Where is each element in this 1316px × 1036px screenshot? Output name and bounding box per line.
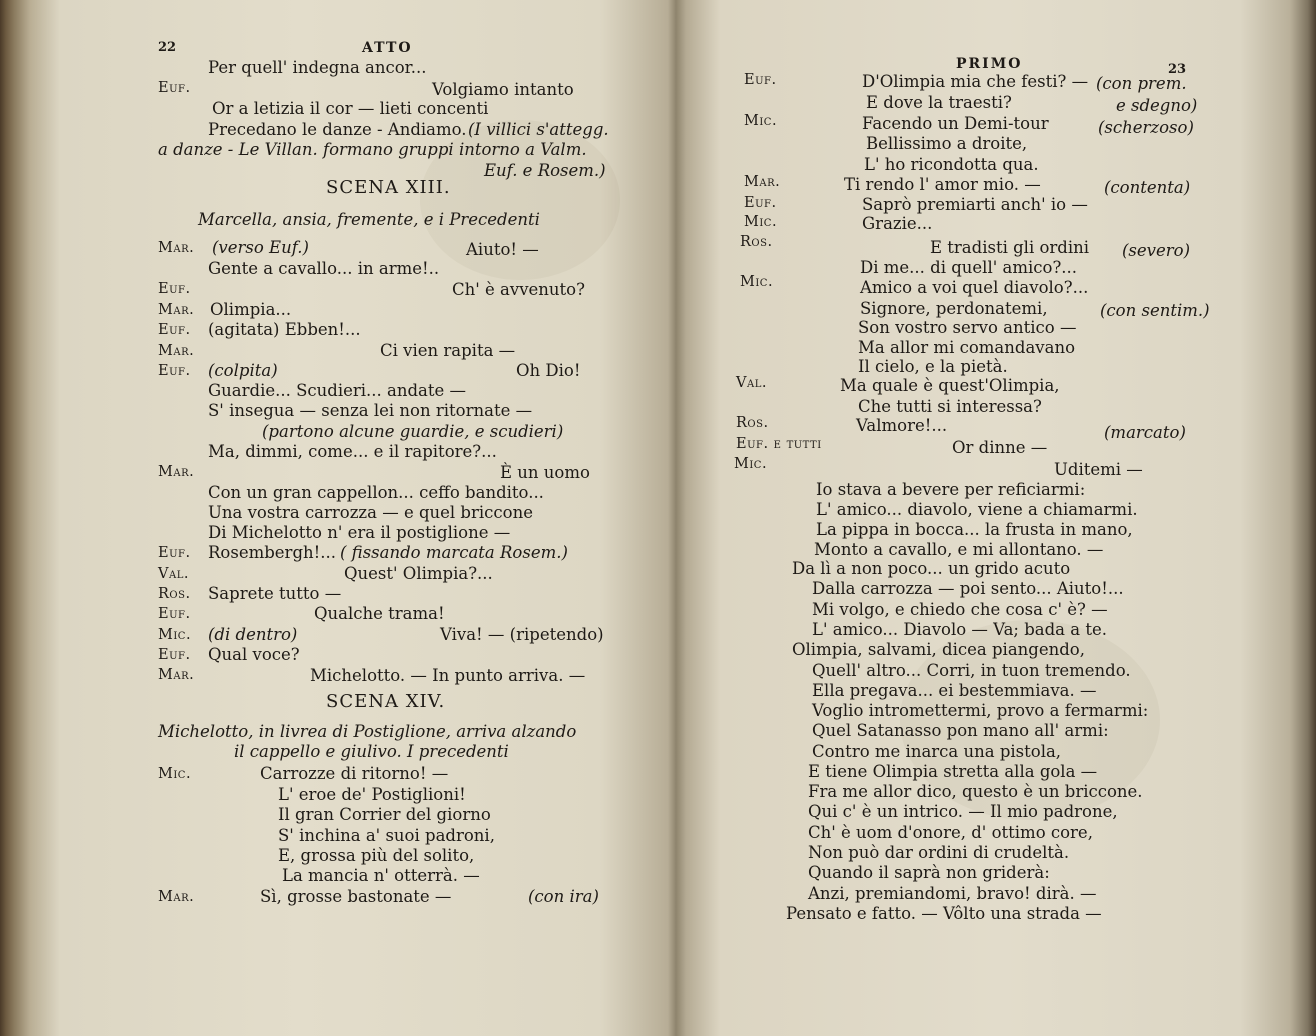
speaker: Euf. e tutti (736, 436, 822, 452)
stage-direction: a danze - Le Villan. formano gruppi intorno a Valm. (158, 140, 587, 159)
text-line: Anzi, premiandomi, bravo! dirà. — (808, 884, 1097, 903)
speaker: Val. (158, 566, 189, 582)
stage-direction: (di dentro) (208, 625, 298, 644)
text-line: D'Olimpia mia che festi? — (862, 72, 1089, 91)
text-line: E tradisti gli ordini (930, 238, 1090, 257)
character-list: il cappello e giulivo. I precedenti (234, 742, 509, 761)
text-line: Dalla carrozza — poi sento... Aiuto!... (812, 579, 1124, 598)
speaker: Mic. (744, 113, 778, 129)
speaker: Euf. (158, 606, 191, 622)
stage-direction: (colpita) (208, 361, 278, 380)
speaker: Mic. (744, 214, 778, 230)
text-line: (agitata) Ebben!... (208, 320, 361, 339)
text-line: Amico a voi quel diavolo?... (860, 278, 1089, 297)
speaker: Euf. (744, 195, 777, 211)
speaker: Mar. (158, 889, 195, 905)
text-line: Facendo un Demi-tour (862, 114, 1049, 133)
text-line: Fra me allor dico, questo è un briccone. (808, 782, 1143, 801)
text-line: Ella pregava... ei bestemmiava. — (812, 681, 1097, 700)
text-line: Precedano le danze - Andiamo. (208, 120, 467, 139)
speaker: Euf. (158, 363, 191, 379)
stage-direction: (severo) (1122, 241, 1191, 260)
text-line: Il gran Corrier del giorno (278, 805, 491, 824)
speaker: Mar. (158, 343, 195, 359)
text-line: Guardie... Scudieri... andate — (208, 381, 467, 400)
text-line: S' insegua — senza lei non ritornate — (208, 401, 533, 420)
text-line: Monto a cavallo, e mi allontano. — (814, 540, 1104, 559)
speaker: Mar. (158, 240, 195, 256)
speaker: Mar. (158, 302, 195, 318)
text-line: Viva! — (ripetendo) (440, 625, 604, 644)
text-line: Michelotto. — In punto arriva. — (310, 666, 586, 685)
character-list: Michelotto, in livrea di Postiglione, arriva alzando (158, 722, 577, 741)
text-line: Qualche trama! (314, 604, 445, 623)
text-line: L' ho ricondotta qua. (864, 155, 1039, 174)
text-line: Oh Dio! (516, 361, 581, 380)
text-line: Olimpia... (210, 300, 292, 319)
speaker: Euf. (158, 545, 191, 561)
text-line: Di Michelotto n' era il postiglione — (208, 523, 511, 542)
text-line: Gente a cavallo... in arme!.. (208, 259, 440, 278)
text-line: Bellissimo a droite, (866, 134, 1028, 153)
text-line: L' eroe de' Postiglioni! (278, 785, 466, 804)
speaker: Mic. (734, 456, 768, 472)
running-head: ATTO (362, 40, 413, 56)
text-line: Volgiamo intanto (432, 80, 574, 99)
text-line: Signore, perdonatemi, (860, 299, 1048, 318)
speaker: Mar. (158, 667, 195, 683)
stage-direction: (con prem. (1096, 74, 1187, 93)
stage-direction: (contenta) (1104, 178, 1191, 197)
text-line: Che tutti si interessa? (858, 397, 1042, 416)
text-line: Pensato e fatto. — Vôlto una strada — (786, 904, 1102, 923)
text-line: Una vostra carrozza — e quel briccone (208, 503, 533, 522)
speaker: Mar. (158, 464, 195, 480)
stage-direction: Euf. e Rosem.) (484, 161, 606, 180)
text-line: Ci vien rapita — (380, 341, 516, 360)
text-line: Con un gran cappellon... ceffo bandito... (208, 483, 544, 502)
scene-heading: SCENA XIII. (326, 177, 451, 198)
text-line: Ma allor mi comandavano (858, 338, 1076, 357)
text-line: Qui c' è un intrico. — Il mio padrone, (808, 802, 1118, 821)
text-line: Son vostro servo antico — (858, 318, 1077, 337)
text-line: Quel Satanasso pon mano all' armi: (812, 721, 1109, 740)
text-line: Ma quale è quest'Olimpia, (840, 376, 1060, 395)
speaker: Mar. (744, 174, 781, 190)
speaker: Mic. (158, 627, 192, 643)
stage-direction: (con ira) (528, 887, 599, 906)
speaker: Val. (736, 375, 767, 391)
text-line: Quando il saprà non griderà: (808, 863, 1050, 882)
text-line: Qual voce? (208, 645, 300, 664)
text-line: Grazie... (862, 214, 933, 233)
text-line: Carrozze di ritorno! — (260, 764, 449, 783)
speaker: Mic. (158, 766, 192, 782)
text-line: Aiuto! — (466, 240, 539, 259)
text-line: Il cielo, e la pietà. (858, 357, 1008, 376)
speaker: Ros. (158, 586, 191, 602)
text-line: Quest' Olimpia?... (344, 564, 493, 583)
text-line: Da lì a non poco... un grido acuto (792, 559, 1071, 578)
text-line: Or dinne — (952, 438, 1048, 457)
right-page (676, 0, 1316, 1036)
speaker: Euf. (158, 322, 191, 338)
text-line: E dove la traesti? (866, 93, 1012, 112)
text-line: L' amico... Diavolo — Va; bada a te. (812, 620, 1107, 639)
stage-direction: (partono alcune guardie, e scudieri) (262, 422, 564, 441)
stage-direction: ( fissando marcata Rosem.) (340, 543, 568, 562)
text-line: La pippa in bocca... la frusta in mano, (816, 520, 1133, 539)
stage-direction: (I villici s'attegg. (468, 120, 609, 139)
text-line: Contro me inarca una pistola, (812, 742, 1062, 761)
text-line: S' inchina a' suoi padroni, (278, 826, 495, 845)
page-number: 22 (158, 40, 177, 55)
character-list: Marcella, ansia, fremente, e i Precedenti (198, 210, 540, 229)
text-line: Ti rendo l' amor mio. — (844, 175, 1041, 194)
scene-heading: SCENA XIV. (326, 691, 446, 712)
text-line: E tiene Olimpia stretta alla gola — (808, 762, 1098, 781)
text-line: Or a letizia il cor — lieti concenti (212, 99, 489, 118)
text-line: Io stava a bevere per reficiarmi: (816, 480, 1086, 499)
running-head: PRIMO (956, 56, 1023, 72)
text-line: Ch' è avvenuto? (452, 280, 585, 299)
text-line: Ch' è uom d'onore, d' ottimo core, (808, 823, 1093, 842)
speaker: Euf. (158, 281, 191, 297)
page-number: 23 (1168, 62, 1187, 77)
text-line: Mi volgo, e chiedo che cosa c' è? — (812, 600, 1108, 619)
speaker: Euf. (158, 647, 191, 663)
text-line: Per quell' indegna ancor... (208, 58, 427, 77)
text-line: Olimpia, salvami, dicea piangendo, (792, 640, 1085, 659)
text-line: Rosembergh!... (208, 543, 337, 562)
text-line: La mancia n' otterrà. — (282, 866, 480, 885)
speaker: Mic. (740, 274, 774, 290)
stage-direction: (scherzoso) (1098, 118, 1194, 137)
stage-direction: e sdegno) (1116, 96, 1198, 115)
text-line: Sì, grosse bastonate — (260, 887, 452, 906)
text-line: Valmore!... (856, 416, 948, 435)
text-line: E, grossa più del solito, (278, 846, 475, 865)
stage-direction: (verso Euf.) (212, 238, 309, 257)
stage-direction: (marcato) (1104, 423, 1186, 442)
speaker: Ros. (740, 234, 773, 250)
speaker: Euf. (744, 72, 777, 88)
text-line: Saprete tutto — (208, 584, 342, 603)
speaker: Euf. (158, 80, 191, 96)
text-line: Uditemi — (1054, 460, 1143, 479)
text-line: Di me... di quell' amico?... (860, 258, 1078, 277)
text-line: Quell' altro... Corri, in tuon tremendo. (812, 661, 1131, 680)
text-line: Voglio intromettermi, provo a fermarmi: (812, 701, 1149, 720)
text-line: L' amico... diavolo, viene a chiamarmi. (816, 500, 1138, 519)
text-line: Saprò premiarti anch' io — (862, 195, 1088, 214)
speaker: Ros. (736, 415, 769, 431)
text-line: È un uomo (500, 463, 590, 482)
text-line: Non può dar ordini di crudeltà. (808, 843, 1070, 862)
text-line: Ma, dimmi, come... e il rapitore?... (208, 442, 497, 461)
stage-direction: (con sentim.) (1100, 301, 1210, 320)
